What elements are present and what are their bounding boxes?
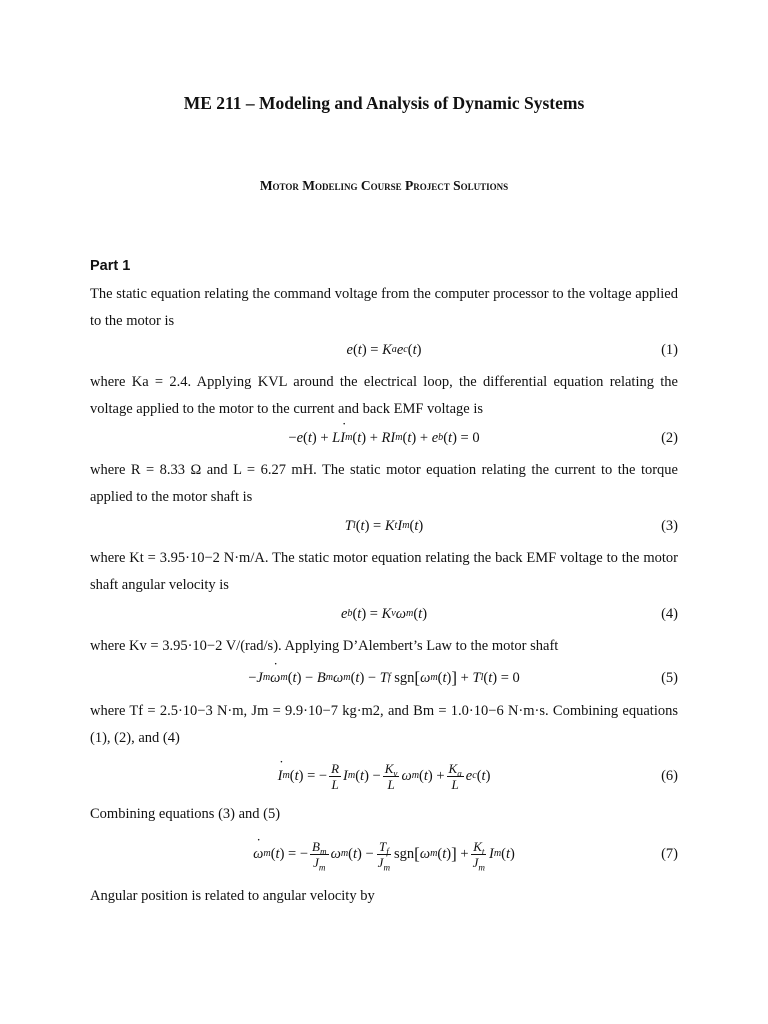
equation-1-expression: e ( t ) = K a e c ( t )	[346, 341, 422, 358]
section-heading: Part 1	[90, 258, 131, 274]
paragraph-7: Combining equations (3) and (5)	[90, 806, 281, 822]
equation-1-number: (1)	[661, 341, 678, 358]
equation-7-expression: ˙ ω m ( t ) = − $\frac{B_m}{J_m}$ ω m ( t ) − $\frac{T_f}{J_m}$ sgn [ ω m ( t ) ] + $\frac{K_t}{J_m}$ I m ( t )	[90, 833, 678, 875]
equation-2	[90, 421, 678, 455]
equation-5-expression: − J m ˙ ω m ( t ) − B m ω m ( t ) − T f sgn [ ω m ( t ) ] + T l ( t ) = 0	[90, 661, 678, 695]
equation-3-expression: T l ( t ) = K t I m ( t )	[344, 517, 424, 534]
paragraph-8: Angular position is related to angular velocity by	[90, 888, 375, 904]
paragraph-5: where Kv = 3.95·10−2 V/(rad/s). Applying D’Alembert’s Law to the motor shaft	[90, 638, 559, 654]
equation-4-expression: e b ( t ) = K v ω m ( t )	[340, 605, 428, 622]
document-subtitle: Motor Modeling Course Project Solutions	[259, 178, 509, 193]
equation-1	[90, 333, 678, 367]
equation-7-number: (7)	[661, 845, 678, 862]
equation-6	[90, 757, 678, 795]
equation-2-expression: − e ( t ) + L ˙ I m ( t ) + RI m ( t ) + e b ( t ) = 0	[90, 421, 678, 455]
equation-6-expression: ˙ I m ( t ) = − $\frac{R}{L}$ I m ( t ) − $\frac{K_v}{L}$ ω m ( t ) + $\frac{K_a}{L}$ e c ( t )	[90, 757, 678, 795]
equation-2-number: (2)	[661, 429, 678, 446]
equation-4-number: (4)	[661, 605, 678, 622]
equation-4	[90, 597, 678, 631]
document-title: ME 211 – Modeling and Analysis of Dynamic Systems	[183, 93, 585, 113]
equation-3-number: (3)	[661, 517, 678, 534]
equation-7	[90, 833, 678, 875]
paragraph-6: where Tf = 2.5·10−3 N·m, Jm = 9.9·10−7 kg·m2, and Bm = 1.0·10−6 N·m·s. Combining equations (1), (2), and (4)	[90, 703, 678, 746]
paragraph-1: The static equation relating the command voltage from the computer processor to the voltage applied to the motor is	[90, 286, 678, 329]
paragraph-4: where Kt = 3.95·10−2 N·m/A. The static motor equation relating the back EMF voltage to the motor shaft angular velocity is	[90, 550, 678, 593]
equation-5-number: (5)	[661, 669, 678, 686]
paragraph-3: where R = 8.33 Ω and L = 6.27 mH. The static motor equation relating the current to the torque applied to the motor shaft is	[90, 462, 678, 505]
equation-3	[90, 509, 678, 543]
paragraph-2	[90, 369, 678, 423]
equation-6-number: (6)	[661, 767, 678, 784]
paragraph-2-text: where Ka = 2.4. Applying KVL around the electrical loop, the differential equation relating the voltage applied to the motor to the current and back EMF voltage is	[90, 374, 678, 417]
equation-5	[90, 661, 678, 695]
